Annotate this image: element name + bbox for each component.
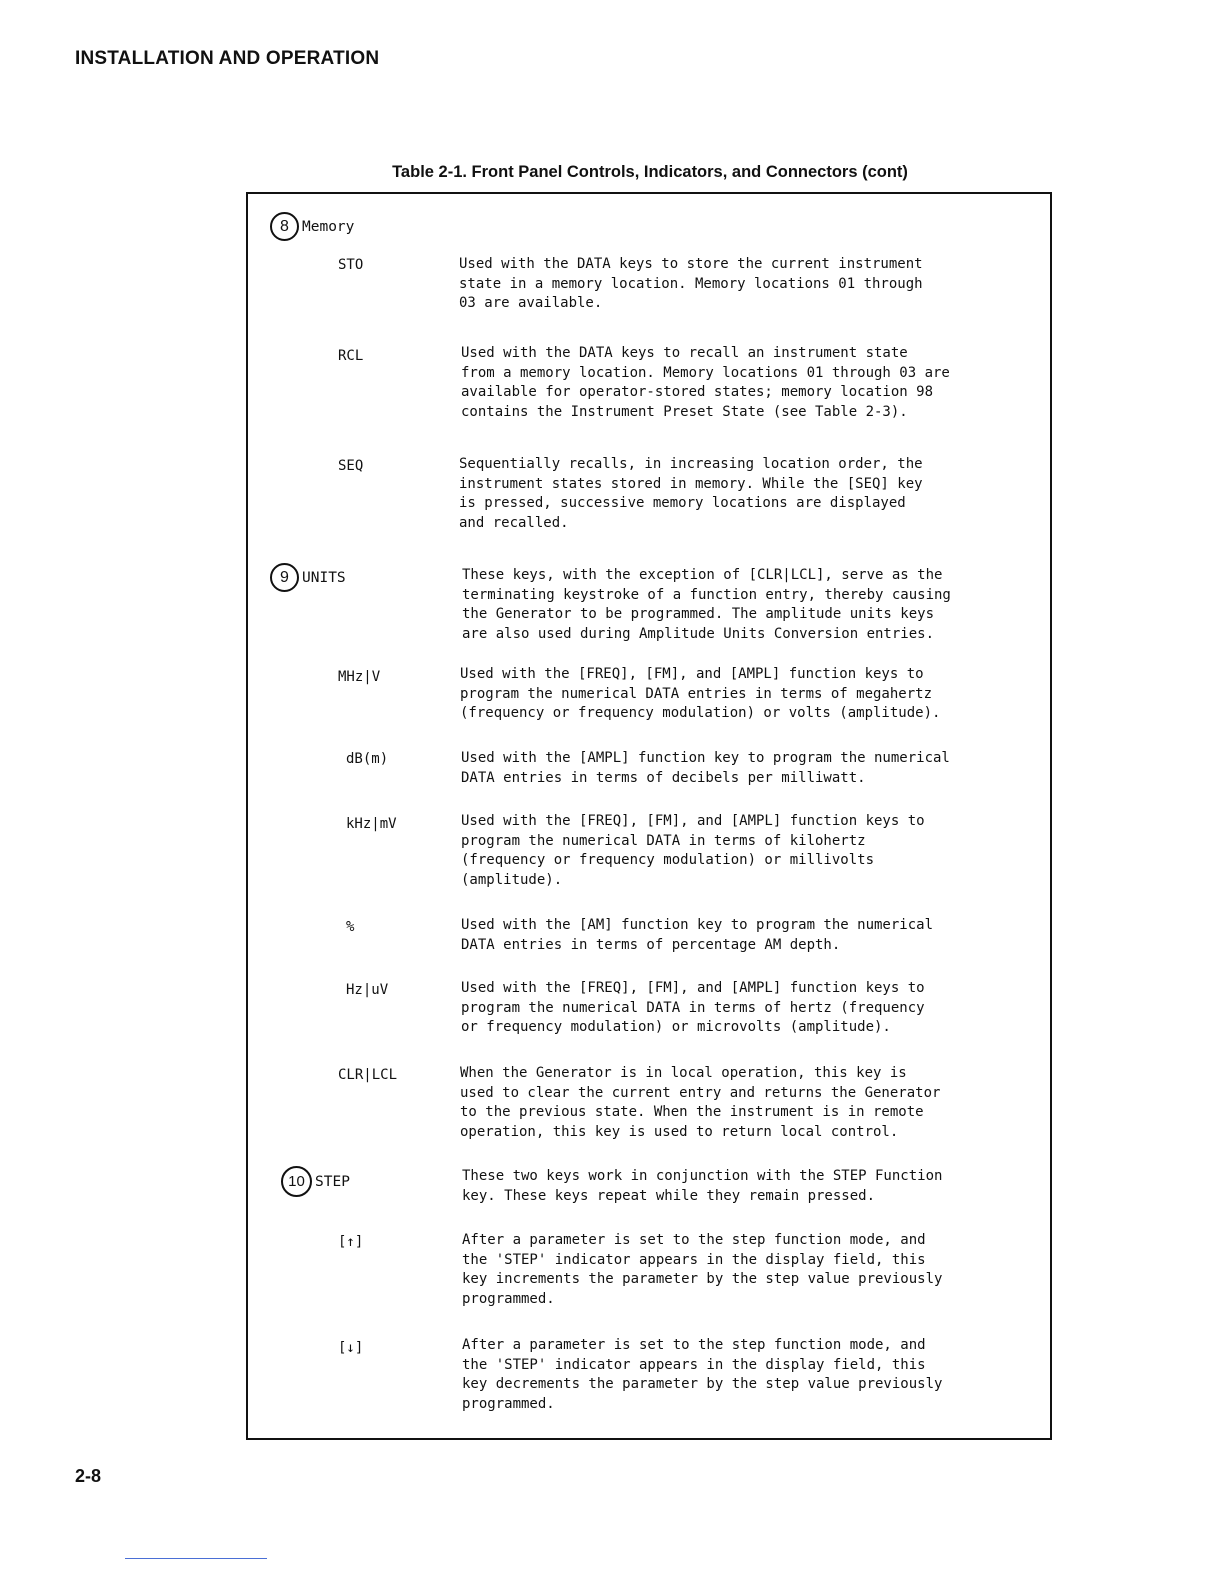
section-number-circle: 10 — [281, 1166, 312, 1197]
key-sto: STO — [338, 257, 364, 273]
desc-step-down: After a parameter is set to the step function mode, and the 'STEP' indicator appears in the display field, this key decrements the parameter by the step value previously programmed. — [462, 1337, 943, 1412]
desc-rcl: Used with the DATA keys to recall an instrument state from a memory location. Memory locations 01 through 03 are available for operator-stored states; memory location 98 contains the Instrument Preset State (see Table 2-3). — [461, 345, 950, 420]
section-memory — [270, 212, 354, 241]
key-rcl: RCL — [338, 348, 364, 364]
section-label: STEP — [315, 1173, 350, 1190]
key-hz-uv: Hz|uV — [346, 982, 389, 998]
footer-rule — [125, 1558, 267, 1559]
section-units — [270, 563, 346, 592]
desc-mhz-v: Used with the [FREQ], [FM], and [AMPL] function keys to program the numerical DATA entries in terms of megahertz (frequency or frequency modulation) or volts (amplitude). — [460, 666, 941, 721]
key-khz-mv: kHz|mV — [346, 816, 397, 832]
section-step — [281, 1166, 350, 1197]
section-label: Memory — [302, 218, 355, 235]
desc-db-m: Used with the [AMPL] function key to program the numerical DATA entries in terms of decibels per milliwatt. — [461, 750, 950, 786]
desc-khz-mv: Used with the [FREQ], [FM], and [AMPL] function keys to program the numerical DATA in terms of kilohertz (frequency or frequency modulation) or millivolts (amplitude). — [461, 813, 925, 888]
key-percent: % — [346, 919, 355, 935]
key-step-down: [↓] — [338, 1340, 364, 1356]
section-label: UNITS — [302, 569, 346, 586]
table-title: Table 2-1. Front Panel Controls, Indicators, and Connectors (cont) — [392, 163, 908, 181]
desc-hz-uv: Used with the [FREQ], [FM], and [AMPL] function keys to program the numerical DATA in terms of hertz (frequency or frequency modulation) or microvolts (amplitude). — [461, 980, 925, 1035]
key-step-up: [↑] — [338, 1234, 364, 1250]
section-number-circle: 8 — [270, 212, 299, 241]
key-mhz-v: MHz|V — [338, 669, 381, 685]
key-seq: SEQ — [338, 458, 364, 474]
desc-step-up: After a parameter is set to the step function mode, and the 'STEP' indicator appears in the display field, this key increments the parameter by the step value previously programmed. — [462, 1232, 943, 1307]
desc-sto: Used with the DATA keys to store the current instrument state in a memory location. Memory locations 01 through 03 are available. — [459, 256, 923, 311]
section-number-circle: 9 — [270, 563, 299, 592]
desc-units: These keys, with the exception of [CLR|LCL], serve as the terminating keystroke of a function entry, thereby causing the Generator to be programmed. The amplitude units keys are also used during Amplitude Units Conversion entries. — [462, 567, 951, 642]
desc-percent: Used with the [AM] function key to program the numerical DATA entries in terms of percentage AM depth. — [461, 917, 934, 953]
desc-clr-lcl: When the Generator is in local operation, this key is used to clear the current entry and returns the Generator to the previous state. When the instrument is in remote operation, this key is used to return local control. — [460, 1065, 941, 1140]
page-header: INSTALLATION AND OPERATION — [75, 48, 380, 69]
key-clr-lcl: CLR|LCL — [338, 1067, 398, 1083]
desc-seq: Sequentially recalls, in increasing location order, the instrument states stored in memory. While the [SEQ] key is pressed, successive memory locations are displayed and recalled. — [459, 456, 923, 531]
key-db-m: dB(m) — [346, 751, 389, 767]
desc-step: These two keys work in conjunction with the STEP Function key. These keys repeat while they remain pressed. — [462, 1168, 943, 1204]
page-number: 2-8 — [75, 1466, 102, 1486]
